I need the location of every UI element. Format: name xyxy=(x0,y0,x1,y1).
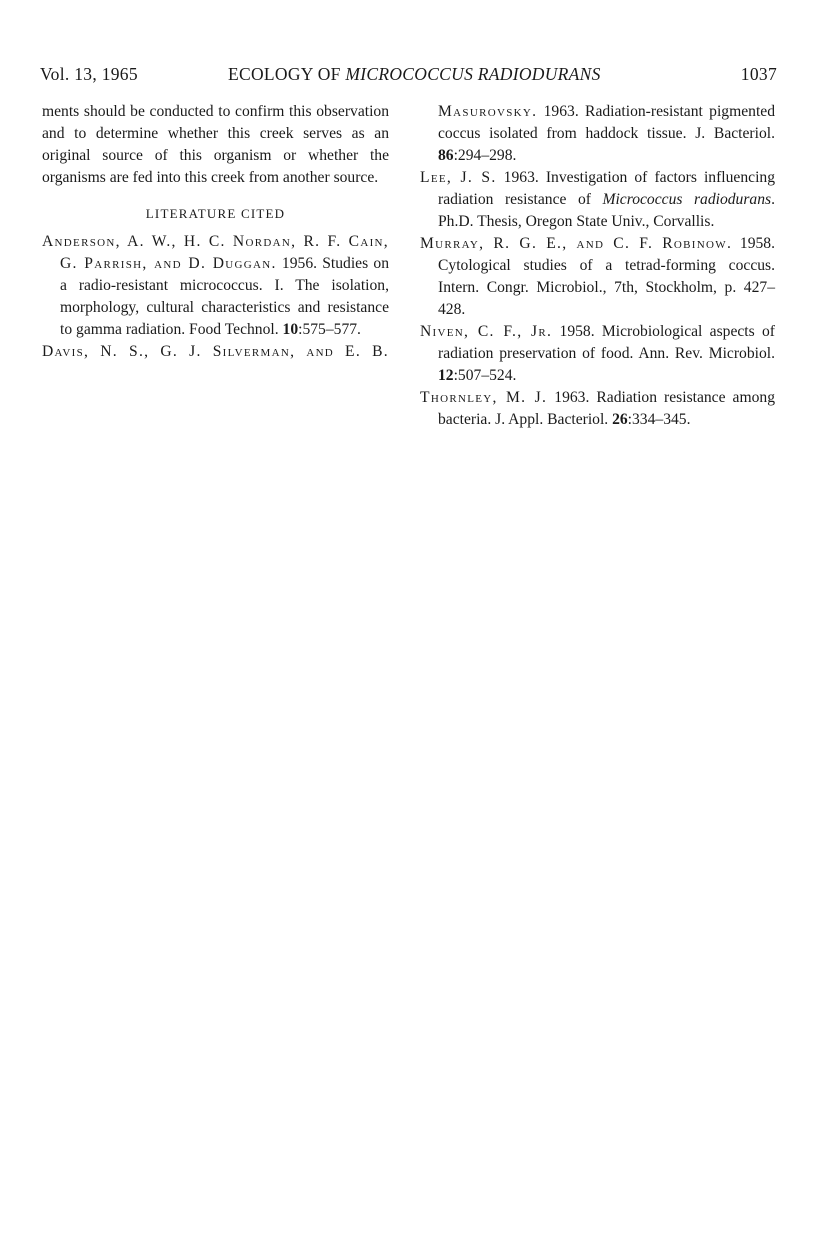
reference-authors: Murray, R. G. E., and C. F. Robinow. xyxy=(420,235,733,252)
reference-organism: Micrococcus radiodurans xyxy=(602,191,772,208)
section-heading: LITERATURE CITED xyxy=(145,206,286,221)
reference-pages: :507–524. xyxy=(453,367,517,384)
reference-text: 1958. Cytological studies of a tetrad-forming coccus. Intern. Congr. Microbiol., 7th, Stockholm, p. 427–428. xyxy=(438,235,775,318)
reference-text: 1958. Microbiological aspects of radiation preservation of food. Ann. Rev. Microbiol. xyxy=(438,323,775,362)
reference-text: 1963. Radiation-resistant pigmented coccus isolated from haddock tissue. J. Bacteriol. xyxy=(438,103,775,142)
reference-authors: Niven, C. F., Jr. xyxy=(420,323,553,340)
reference-entry xyxy=(420,233,775,321)
reference-volume: 86 xyxy=(438,147,454,164)
reference-entry xyxy=(420,321,775,387)
reference-authors: Masurovsky. xyxy=(438,103,538,120)
reference-text: 1963. Radiation resistance among bacteria. J. Appl. Bacteriol. xyxy=(438,389,775,428)
page-number: 1037 xyxy=(740,64,777,84)
reference-pages: :294–298. xyxy=(453,147,517,164)
reference-entry xyxy=(42,231,389,341)
reference-entry xyxy=(420,167,775,233)
running-title xyxy=(228,64,601,85)
left-column xyxy=(42,101,389,363)
reference-entry xyxy=(420,101,775,167)
reference-volume: 12 xyxy=(438,367,454,384)
reference-entry xyxy=(420,387,775,431)
running-header xyxy=(40,64,777,86)
running-title-organism: MICROCOCCUS RADIODURANS xyxy=(345,64,601,84)
reference-authors: Lee, J. S. xyxy=(420,169,497,186)
reference-text: 1956. Studies on a radio-resistant micrococcus. I. The isolation, morphology, cultural characteristics and resistance to gamma radiation. Food Technol. xyxy=(60,255,389,338)
reference-volume: 10 xyxy=(282,321,299,338)
reference-pages: :575–577. xyxy=(298,321,361,338)
reference-text: 1963. Investigation of factors influencing radiation resistance of xyxy=(438,169,775,208)
running-title-prefix: ECOLOGY OF xyxy=(228,64,346,84)
reference-text-tail: . Ph.D. Thesis, Oregon State Univ., Corvallis. xyxy=(438,191,775,230)
reference-pages: :334–345. xyxy=(627,411,691,428)
reference-entry xyxy=(42,341,389,363)
reference-authors: Thornley, M. J. xyxy=(420,389,548,406)
right-column xyxy=(420,101,775,431)
reference-authors: Anderson, A. W., H. C. Nordan, R. F. Cain, G. Parrish, and D. Duggan. xyxy=(42,233,389,272)
reference-volume: 26 xyxy=(612,411,628,428)
body-paragraph: ments should be conducted to confirm this observation and to determine whether this creek serves as an original source of this organism or whether the organisms are fed into this creek from another source. xyxy=(42,103,389,186)
journal-volume: Vol. 13, 1965 xyxy=(40,64,138,84)
reference-authors: Davis, N. S., G. J. Silverman, and E. B. xyxy=(42,343,389,360)
